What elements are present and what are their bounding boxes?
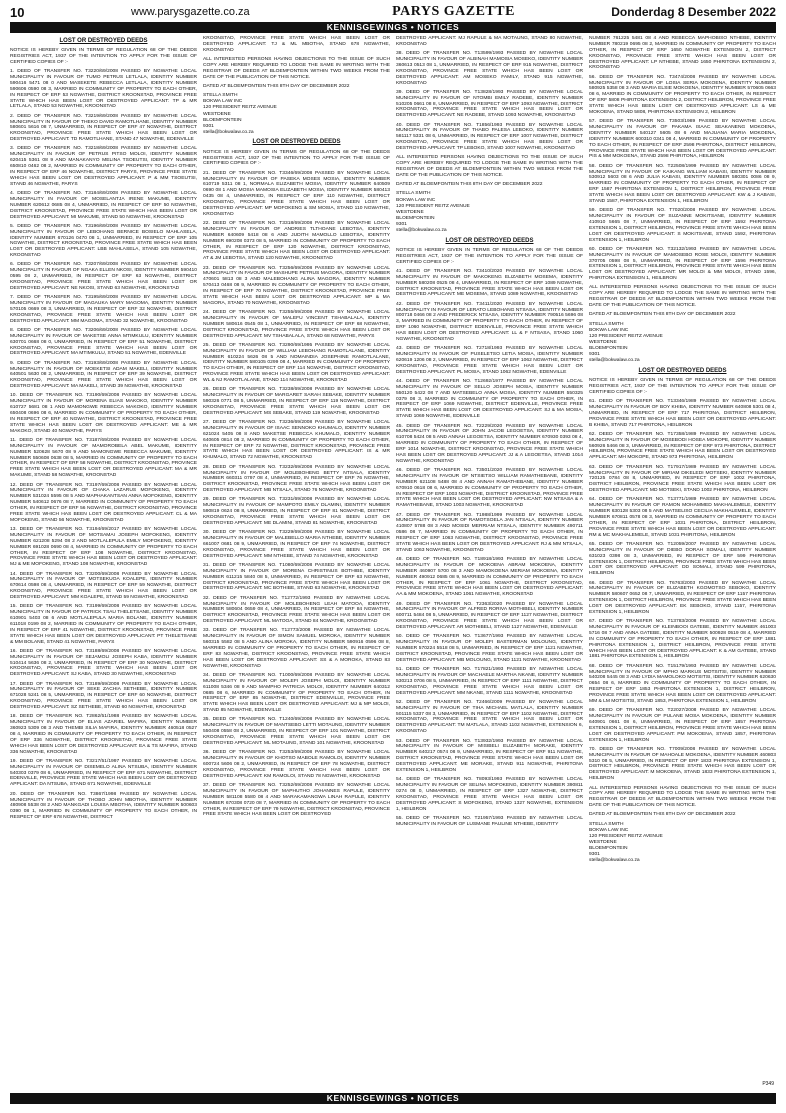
- notice-paragraph: DESTROYED APPLICANT: MJ RAPULE & MA MOTAUNG, STAND 80 NGWATHE, KROONSTAD: [396, 36, 583, 47]
- contact-address: [396, 191, 583, 234]
- notice-paragraph: 62. DEED OF TRANSFER NO. T17358/1989 PASSED BY NGWATHE LOCAL MUNICIPALITY IN FAVOUR OF MOSEBODI HOSEA MOKOPE, IDENTITY NUMBER 560926 5466 08 3, UNMARRIED, IN RESPECT OF ERF 973 PHIRITONA, DISTRICT HEILBRON, PROVINCE FREE STATE WHICH HAS BEEN LOST OR DESTROYED APPLICANT: MH MOKOPE, STAND 973 PHIRITONA, HEILBRON: [589, 431, 776, 461]
- paper-name: PARYS GAZETTE: [392, 4, 515, 19]
- notice-paragraph: 5. DEED OF TRANSFER NO. T3196/69/2008 PASSED BY NGWATHE LOCAL MUNICIPALITY IN FAVOUR OF LEBOHANG BERNICE BOSIELO MAHLASELA, IDENTITY NUMBER 670126 0470 08 1, UNMARRIED, IN RESPECT OF ERF 105 NGWATHE, DISTRICT KROONSTAD, PROVINCE FREE STATE WHICH HAS BEEN LOST OR DESTROYED APPLICANT: LBB MAHLASELA, STAND 105 NGWATHE, KROONSTAD: [10, 223, 197, 259]
- notice-paragraph: 12. DEED OF TRANSFER NO. T3197/69/2008 PASSED BY NGWATHE LOCAL MUNICIPALITY IN FAVOUR OF CHAKA LAZARUS MOFOKENG, IDENTITY NUMBER 531024 5595 08 5 AND MAPHAKANTSAN ANNA MOFOKENG, IDENTITY NUMBER 540612 0676 08 7, MARRIED IN COMMUNITY OF PROPERTY TO EACH OTHER, IN RESPECT OF ERF 56 NGWATHE, DISTRICT KROONSTAD, PROVINCE FREE STATE WHICH HAS BEEN LOST OR DESTROYED APPLICANT: CL & MA MOFOKENG, STAND 56 NGWATHE, KROONSTAD: [10, 482, 197, 523]
- notice-paragraph: 15. DEED OF TRANSFER NO. T3199/69/2008 PASSED BY NGWATHE LOCAL MUNICIPALITY IN FAVOUR OF PATRICK TSAU THELETSANE, IDENTITY NUMBER 610901 5403 08 6 AND MOTLALEPULA MARIA BOLANE, IDENTITY NUMBER 611018 0199 08 2, MARRIED IN COMMUNITY OF PROPERTY TO EACH OTHER, IN RESPECT OF ERF 41 NGWATHE, DISTRICT KROONSTAD, PROVINCE FREE STATE WHICH HAS BEEN LOST OR DESTROYED APPLICANT: PT THELETSANE & MM BOLANE, STAND 41 NGWATHE, PARYS: [10, 604, 197, 645]
- notice-paragraph: 39. DEED OF TRANSFER NO. T13828/1993 PASSED BY NGWATHE LOCAL MUNICIPALITY IN FAVOUR OF NTOMBI EMILY RADEBE, IDENTITY NUMBER 510205 0661 08 8, UNMARRIED, IN RESPECT OF ERF 1093 NGWATHE, DISTRICT KROONSTAD, PROVINCE FREE STATE WHICH HAS BEEN LOST OR DESTROYED APPLICANT: NE RADEBE, STAND 1093 NGWATHE, KROONSTAD: [396, 89, 583, 119]
- masthead: [10, 4, 776, 20]
- address-line: BOKWA LAW INC: [589, 827, 629, 833]
- notice-paragraph: 56. DEED OF TRANSFER NO. T3474/2008 PASSED BY NGWATHE LOCAL MUNICIPALITY IN FAVOUR OF LOSIA SERIA MOKOENA, IDENTITY NUMBER 580925 5358 08 3 AND MARIA ELSIE MOKOENA, IDENTITY NUMBER 570605 0663 08 6, MARRIED IN COMMUNITY OF PROPERTY TO EACH OTHER, IN RESPECT OF ERF 5808 PHIRITONA EXTENSION 2, DISTRICT HEILBRON, PROVINCE FREE STATE WHICH HAS BEEN LOST OR DESTROYED APPLICANT: LS & ME MOKOENA, STAND 5808, PHIRITONA EXTENSION 2, HEILBRON: [589, 74, 776, 115]
- notice-paragraph: 59. DEED OF TRANSFER NO. T7020/2008 PASSED BY NGWATHE LOCAL MUNICIPALITY IN FAVOUR OF SUZANNE MOKITSANE, IDENTITY NUMBER 410910 5665 08 7, UNMARRIED, IN RESPECT OF ERF 1592 PHIRITONA EXTENSION 1, DISTRICT HEILBRON, PROVINCE FREE STATE WHICH HAS BEEN LOST OR DESTROYED APPLICANT: S MOKITSANE, STAND 1592, PHIRITONA EXTENSION 1, HEILBRON: [589, 208, 776, 243]
- notice-paragraph: DATED AT BLOEMFONTEIN THIS 8TH DAY OF DECEMBER 2022: [589, 312, 736, 318]
- notice-paragraph: ALL INTERESTED PERSONS HAVING OBJECTIONS TO THE ISSUE OF SUCH COPY ARE HEREBY REQUIRED TO LODGE THE SAME IN WRITING WITH THE REGISTRAR OF DEEDS AT BLOEMFONTEIN WITHIN TWO WEEKS FROM THE DATE OF THE PUBLICATION OF THIS NOTICE.: [203, 57, 390, 80]
- notice-paragraph: 63. DEED OF TRANSFER NO. T17917/1989 PASSED BY NGWATHE LOCAL MUNICIPALITY IN FAVOUR OF MIRIAM DIKELEDI MOTSEKI, IDENTITY NUMBER 720125 0784 08 8, UNMARRIED, IN RESPECT OF ERF 1002 PHIRITONA, DISTRICT HEILBRON, PROVINCE FREE STATE WHICH HAS BEEN LOST OR DESTROYED APPLICANT: MD MOTSEKI, STAND 1002 PHIRITONA, HEILBRON: [589, 464, 776, 494]
- address-line: 120 PRESIDENT REITZ AVENUE: [589, 333, 663, 339]
- column-4: [589, 36, 776, 1090]
- notice-paragraph: 54. DEED OF TRANSFER NO. T8093/1993 PASSED BY NGWATHE LOCAL MUNICIPALITY IN FAVOUR OF SELINA MOFOKENG, IDENTITY NUMBER 390811 0274 08 0, UNMARRIED, IN RESPECT OF ERF 1327 NGWATHE, DISTRICT KROONSTAD, PROVINCE FREE STATE WHICH HAS BEEN LOST OR DESTROYED APPLICANT: S MOFOKENG, STAND 1327 NGWATHE, EXTENSION 1, HEILBRON: [396, 777, 583, 812]
- notice-paragraph: 40. DEED OF TRANSFER NO. T1856/1993 PASSED BY NGWATHE LOCAL MUNICIPALITY IN FAVOUR OF THABO PALESA LEBOKO, IDENTITY NUMBER 581117 5331 08 6, UNMARRIED, IN RESPECT OF ERF 1007 NGWATHE, DISTRICT KROONSTAD, PROVINCE FREE STATE WHICH HAS BEEN LOST OR DESTROYED APPLICANT: TP LEBOKO, STAND 1007 NGWATHE, KROONSTAD: [396, 122, 583, 152]
- notice-paragraph: 23. DEED OF TRANSFER NO. T3256/69/2008 PASSED BY NGWATHE LOCAL MUNICIPALITY IN FAVOUR OF MASHUPE PETRUS MAGORA, IDENTITY NUMBER 470601 5813 08 3 AND MALEBOHANG ALINA MAGORA, IDENTITY NUMBER 570413 0468 08 9, MARRIED IN COMMUNITY OF PROPERTY TO EACH OTHER, IN RESPECT OF ERF 70 NGWATHE, DISTRICT KROONSTAD, PROVINCE FREE STATE WHICH HAS BEEN LOST OR DESTROYED APPLICANT: MP & MA MAGORA, STAND 70 NGWATHE, KROONSTAD: [203, 265, 390, 306]
- address-line: 9301: [589, 852, 600, 858]
- address-line: BLOEMFONTEIN: [396, 215, 435, 221]
- notice-paragraph: 17. DEED OF TRANSFER NO. T3189/69/2008 PASSED BY NGWATHE LOCAL MUNICIPALITY IN FAVOUR OF SEKE ZACHIA SETHEBE, IDENTITY NUMBER 671028 5241 08 5, UNMARRIED, IN RESPECT OF ERF 60 NGWATHE, DISTRICT KROONSTAD, PROVINCE FREE STATE WHICH HAS BEEN LOST OR DESTROYED APPLICANT: SZ SETHEBE, STAND 60 NGWATHE, KROONSTAD: [10, 681, 197, 711]
- notice-paragraph: 28. DEED OF TRANSFER NO. T3232/69/2008 PASSED BY NGWATHE LOCAL MUNICIPALITY IN FAVOUR OF MOLEBOHENG BETTY NTSALA, IDENTITY NUMBER 660311 0797 08 4, UNMARRIED, IN RESPECT OF ERF 76 NGWATHE, DISTRICT KROONSTAD, PROVINCE FREE STATE WHICH HAS BEEN LOST OR DESTROYED APPLICANT: MB NTSALA, STAND 76 NGWATHE, KROONSTAD: [203, 464, 390, 494]
- notice-paragraph: 47. DEED OF TRANSFER NO. T1988/1999 PASSED BY NGWATHE LOCAL MUNICIPALITY IN FAVOUR OF RAMOTSOELA JAN NTSALA, IDENTITY NUMBER 410807 5788 08 3 AND MOSIDI MERRIAM NTSALA, IDENTITY NUMBER 490711 0586 08 7, MARRIED IN COMMUNITY OF PROPERTY TO EACH OTHER, IN RESPECT OF ERF 1063 NGWATHE, DISTRICT KROONSTAD, PROVINCE FREE STATE WHICH HAS BEEN LOST OR DESTROYED APPLICANT: RJ & MM NTSALA, STAND 1063 NGWATHE, KROONSTAD: [396, 512, 583, 553]
- notice-heading: LOST OR DESTROYED DEEDS: [59, 38, 148, 44]
- address-line: 9301: [203, 123, 214, 129]
- notice-paragraph: 29. DEED OF TRANSFER NO. T3231/69/2008 PASSED BY NGWATHE LOCAL MUNICIPALITY IN FAVOUR OF MAMPOTO EMILY DLAMINI, IDENTITY NUMBER 590819 0624 08 8, UNMARRIED, IN RESPECT OF ERF 81 NGWATHE, DISTRICT KROONSTAD, PROVINCE FREE STATE WHICH HAS BEEN LOST OR DESTROYED APPLICANT: ME DLAMINI, STAND 81 NGWATHE, KROONSTAD: [203, 497, 390, 526]
- notice-paragraph: 44. DEED OF TRANSFER NO. T12692/1977 PASSED BY NGWATHE LOCAL MUNICIPALITY IN FAVOUR OF SELLO JOSEPH MOSIA, IDENTITY NUMBER 550120 5422 08 7 AND MATSEBELO ANNA MOSIA, IDENTITY NUMBER 550325 0379 08 3, MARRIED IN COMMUNITY OF PROPERTY TO EACH OTHER, IN RESPECT OF ERF 1069 NGWATHE, DISTRICT EDENVILLE, PROVINCE FREE STATE WHICH HAS BEEN LOST OR DESTROYED APPLICANT: SJ & MA MOSIA, STAND 1069 NGWATHE, EDENVILLE: [396, 378, 583, 420]
- notice-paragraph: KROONSTAD, PROVINCE FREE STATE WHICH HAS BEEN LOST OR DESTROYED APPLICANT: TJ & ML MBOTHA, STAND 678 NGWATHE, KROONSTAD: [203, 36, 390, 53]
- address-line: WESTDENE: [396, 209, 424, 215]
- notice-paragraph: 51. DEED OF TRANSFER NO. T17821/1993 PASSED BY NGWATHE LOCAL MUNICIPALITY IN FAVOUR OF MACHAELE MARTHA NKANE, IDENTITY NUMBER 530213 0706 08 5, UNMARRIED, IN RESPECT OF ERF 1111 NGWATHE, DISTRICT KROONSTAD, PROVINCE FREE STATE WHICH HAS BEEN LOST OR DESTROYED APPLICANT: MM NKANE, STAND 1111 NGWATHE, KROONSTAD: [396, 667, 583, 696]
- notice-paragraph: 24. DEED OF TRANSFER NO. T3255/69/2008 PASSED BY NGWATHE LOCAL MUNICIPALITY IN FAVOUR OF MALEFU VINCENT TSHABALALA, IDENTITY NUMBER 580616 0545 08 1, UNMARRIED, IN RESPECT OF ERF 68 NGWATHE, DISTRICT KROONSTAD, PROVINCE FREE STATE WHICH HAS BEEN LOST OR DESTROYED APPLICANT: MV TSHABALALA, STAND 68 NGWATHE, PARYS: [203, 310, 390, 339]
- notice-paragraph: 61. DEED OF TRANSFER NO. T13346/1989 PASSED BY NGWATHE LOCAL MUNICIPALITY IN FAVOUR OF BOY KHIBA, IDENTITY NUMBER 640808 5301 08 4, UNMARRIED, IN RESPECT OF ERF 717 PHIRITONA, DISTRICT HEILBRON, PROVINCE FREE STATE WHICH HAS BEEN LOST OR DESTROYED APPLICANT: B KHIBA, STAND 717 PHIRITONA, HEILBRON: [589, 399, 776, 428]
- notice-paragraph: 70. DEED OF TRANSFER NO. T7009/2008 PASSED BY NGWATHE LOCAL MUNICIPALITY IN FAVOUR OF MAHOALE MOKOENA, IDENTITY NUMBER 460803 5310 08 5, UNMARRIED, IN RESPECT OF ERF 1833 PHIRITONA EXTENSION 1, DISTRICT HEILBRON, PROVINCE FREE STATE WHICH HAS BEEN LOST OR DESTROYED APPLICANT: M MOKOENA, STAND 1833 PHIRITONA EXTENSION 1, HEILBRON: [589, 746, 776, 782]
- notice-heading: LOST OR DESTROYED DEEDS: [252, 139, 341, 146]
- notice-paragraph: NOTICE IS HEREBY GIVEN IN TERMS OF REGULATION 68 OF THE DEEDS REGISTRIES ACT, 1937 OF THE INTENTION TO APPLY FOR THE ISSUE OF CERTIFIED COPIES OF :-: [589, 378, 776, 395]
- notice-paragraph: 1. DEED OF TRANSFER NO. T3220/69/2008 PASSED BY NGWATHE LOCAL MUNICIPALITY IN FAVOUR OF TUMO PETRUS LETLALA, IDENTITY NUMBER 590416 5471 08 0 AND MASEKETE REBECCA LETLALA, IDENTITY NUMBER 590606 0590 08 3, MARRIED IN COMMUNITY OF PROPERTY TO EACH OTHER, IN RESPECT OF ERF 53 NGWATHE, DISTRICT KROONSTAD, PROVINCE FREE STATE WHICH HAS BEEN LOST OR DESTROYED APPLICANT: TP & MR LETLALA, STAND 53 NGWATHE, KROONSTAD: [10, 69, 197, 110]
- notice-columns: [10, 36, 776, 1090]
- notice-paragraph: 31. DEED OF TRANSFER NO. T1080/69/2008 PASSED BY NGWATHE LOCAL MUNICIPALITY IN FAVOUR OF MORENA CHRISTINUS BOTHIBE, IDENTITY NUMBER 611215 5840 08 5, UNMARRIED, IN RESPECT OF ERF 63 NGWATHE, DISTRICT KROONSTAD, PROVINCE FREE STATE WHICH HAS BEEN LOST OR DESTROYED APPLICANT: MC BOTHIBE, STAND 63 NGWATHE, KROONSTAD: [203, 562, 390, 592]
- address-line: WESTDENE: [203, 111, 231, 117]
- notice-paragraph: 34. DEED OF TRANSFER NO. T1000/69/2008 PASSED BY NGWATHE LOCAL MUNICIPALITY IN FAVOUR OF MOLEFI JOSEPH MOLOI, IDENTITY NUMBER 611008 5346 08 9 AND MAMPHO PATRICIA MOLOI, IDENTITY NUMBER 640312 0685 08 6, MARRIED IN COMMUNITY OF PROPERTY TO EACH OTHER, IN RESPECT OF ERF 85 NGWATHE, DISTRICT EDENVILLE, PROVINCE FREE STATE WHICH HAS BEEN LOST OR DESTROYED APPLICANT: MJ & MP MOLOI, STAND 85 NGWATHE, EDENVILLE: [203, 672, 390, 714]
- column-3: [396, 36, 583, 1090]
- address-line: 120 PRESIDENT REITZ AVENUE: [203, 105, 277, 111]
- address-line: BOKWA LAW INC: [589, 327, 629, 333]
- notice-paragraph: 6. DEED OF TRANSFER NO. T3207/69/2008 PASSED BY NGWATHE LOCAL MUNICIPALITY IN FAVOUR OF NGAKA ELLEN NKOSI, IDENTITY NUMBER 590410 0595 08 2, UNMARRIED, IN RESPECT OF ERF 63 NGWATHE, DISTRICT KROONSTAD, PROVINCE FREE STATE WHICH HAS BEEN LOST OR DESTROYED APPLICANT: NE NKOSI, STAND 63 NGWATHE, KROONSTAD: [10, 262, 197, 291]
- notice-paragraph: 26. DEED OF TRANSFER NO. T3238/69/2008 PASSED BY NGWATHE LOCAL MUNICIPALITY IN FAVOUR OF MARGARET SARAH SEBAKE, IDENTITY NUMBER 590326 0771 08 5, UNMARRIED, IN RESPECT OF ERF 119 NGWATHE, DISTRICT KROONSTAD, PROVINCE FREE STATE WHICH HAS BEEN LOST OR DESTROYED APPLICANT: MS SEBAKE, STAND 119 NGWATHE, KROONSTAD: [203, 387, 390, 416]
- notice-paragraph: 53. DEED OF TRANSFER NO. T13932/1993 PASSED BY NGWATHE LOCAL MUNICIPALITY IN FAVOUR OF MISIBELI ELIZABETH MORAKE, IDENTITY NUMBER 640217 0574 08 9, UNMARRIED, IN RESPECT OF ERF 911 NGWATHE, DISTRICT KROONSTAD, PROVINCE FREE STATE WHICH HAS BEEN LOST OR DESTROYED APPLICANT: ME MORAKE, STAND 911 NGWATHE, PHIRITONA EXTENSION 1, HEILBRON: [396, 738, 583, 773]
- address-line: WESTDENE: [589, 340, 617, 345]
- notice-paragraph: NOTICE IS HEREBY GIVEN IN TERMS OF REGULATION 68 OF THE DEEDS REGISTRIES ACT, 1937 OF THE INTENTION TO APPLY FOR THE ISSUE OF CERTIFIED COPIES OF :-: [203, 149, 390, 167]
- notice-paragraph: 36. DEED OF TRANSFER NO. T3253/69/2008 PASSED BY NGWATHE LOCAL MUNICIPALITY IN FAVOUR OF KHOTSO MABOLE RAMOLOI, IDENTITY NUMBER 600724 5606 08 2, UNMARRIED, IN RESPECT OF ERF 78 NGWATHE, DISTRICT KROONSTAD, PROVINCE FREE STATE WHICH HAS BEEN LOST OR DESTROYED APPLICANT: KM RAMOLOI, STAND 78 NGWATHE, KROONSTAD: [203, 750, 390, 779]
- notice-paragraph: 46. DEED OF TRANSFER NO. T3501/2020 PASSED BY NGWATHE LOCAL MUNICIPALITY IN FAVOUR OF NTSIETSO WILLIAM RAMATHEBANE, IDENTITY NUMBER 621108 5488 08 4 AND ANNAH RAMATHEBANE, IDENTITY NUMBER 670910 0618 08 6, MARRIED IN COMMUNITY OF PROPERTY TO EACH OTHER, IN RESPECT OF ERF 1003 NGWATHE, DISTRICT KROONSTAD, PROVINCE FREE STATE WHICH HAS BEEN LOST OR DESTROYED APPLICANT: NW NTSASA & A RAMATHEBANE, STAND 1003 NGWATHE, KROONSTAD: [396, 468, 583, 509]
- notice-paragraph: 66. DEED OF TRANSFER NO. T6763/2003 PASSED BY NGWATHE LOCAL MUNICIPALITY IN FAVOUR OF ELIZABETH KGOMOTSO SEBOKO, IDENTITY NUMBER 580607 0652 08 7, UNMARRIED, IN RESPECT OF ERF 1157 PHIRITONA EXTENSION 1, DISTRICT HEILBRON, PROVINCE FREE STATE WHICH HAS BEEN LOST OR DESTROYED APPLICANT: EK SEBOKO, STAND 1157, PHIRITONA EXTENSION 1, HEILBRON: [589, 580, 776, 615]
- notice-paragraph: 43. DEED OF TRANSFER NO. T2718/1993 PASSED BY NGWATHE LOCAL MUNICIPALITY IN FAVOUR OF PUSELETSO LETIA MOSIA, IDENTITY NUMBER 620619 1206 08 2, UNMARRIED, IN RESPECT OF ERF 1062 NGWATHE, DISTRICT KROONSTAD, PROVINCE FREE STATE WHICH HAS BEEN LOST OR DESTROYED APPLICANT: PL MOSIA, STAND 1062 NGWATHE, EDENVILLE: [396, 346, 583, 375]
- contact-email[interactable]: stella@bokwalaw.co.za: [203, 129, 254, 135]
- notice-paragraph: 64. DEED OF TRANSFER NO. T13771/1989 PASSED BY NGWATHE LOCAL MUNICIPALITY IN FAVOUR OF RAMON MOHAMMED MAKHALEMELE, IDENTITY NUMBER 630128 5303 08 5 AND MATSELISO CECILIA MAKHALEMELE, IDENTITY NUMBER 670811 0578 08 3, MARRIED IN COMMUNITY OF PROPERTY TO EACH OTHER, IN RESPECT OF ERF 1031 PHIRITONA, DISTRICT HEILBRON, PROVINCE FREE STATE WHICH HAS BEEN LOST OR DESTROYED APPLICANT: RM & MC MAKHALEMELE, STAND 1031 PHIRITONA, HEILBRON: [589, 497, 776, 538]
- notice-paragraph: 58. DEED OF TRANSFER NO. T22508/1999 PASSED BY NGWATHE LOCAL MUNICIPALITY IN FAVOUR OF KAIKANG WILLIAM KABASI, IDENTITY NUMBER 530912 5603 08 6 AND JULIA KABASI, IDENTITY NUMBER 580301 0086 08 9, MARRIED IN COMMUNITY OF PROPERTY TO EACH OTHER, IN RESPECT OF ERF 1587 PHIRITONA EXTENSION 1, DISTRICT HEILBRON, PROVINCE FREE STATE WHICH HAS BEEN LOST OR DESTROYED APPLICANT: KW & J KABASI, STAND 1587, PHIRITONA EXTENSION 1, HEILBRON: [589, 163, 776, 204]
- contact-email[interactable]: stella@bokwalaw.co.za: [396, 228, 447, 234]
- notice-paragraph: ALL INTERESTED PERSONS HAVING OBJECTIONS TO THE ISSUE OF SUCH COPY ARE HEREBY REQUIRED TO LODGE THE SAME IN WRITING WITH THE REGISTRAR OF DEEDS AT BLOEMFONTEIN WITHIN TWO WEEKS FROM THE DATE OF THE PUBLICATION OF THIS NOTICE.: [589, 785, 776, 809]
- notice-paragraph: 48. DEED OF TRANSFER NO. T18918/1993 PASSED BY NGWATHE LOCAL MUNICIPALITY IN FAVOUR OF MOKOENA ABRAM MOKOENA, IDENTITY NUMBER 460907 5700 08 3 AND MAMOKOENA MERIAM MOKOENA, IDENTITY NUMBER 490912 0685 08 9, MARRIED IN COMMUNITY OF PROPERTY TO EACH OTHER, IN RESPECT OF ERF 1061 NGWATHE, DISTRICT KROONSTAD, PROVINCE FREE STATE WHICH HAS BEEN LOST OR DESTROYED APPLICANT: AA & MM MOKOENA, STAND 1061 NGWATHE, KROONSTAD: [396, 557, 583, 598]
- notice-paragraph: 30. DEED OF TRANSFER NO. T3229/69/2008 PASSED BY NGWATHE LOCAL MUNICIPALITY IN FAVOUR OF MALEBELLO MARIA NTHEBE, IDENTITY NUMBER 661007 0681 08 9, UNMARRIED, IN RESPECT OF ERF 74 NGWATHE, DISTRICT KROONSTAD, PROVINCE FREE STATE WHICH HAS BEEN LOST OR DESTROYED APPLICANT: MM NTHEBE, STAND 74 NGWATHE, KROONSTAD: [203, 530, 390, 559]
- notice-heading: LOST OR DESTROYED DEEDS: [445, 237, 534, 244]
- notice-paragraph: 16. DEED OF TRANSFER NO. T3188/69/2008 PASSED BY NGWATHE LOCAL MUNICIPALITY IN FAVOUR OF SEJAMOLI JOSEPH KABA, IDENTITY NUMBER 510414 5636 08 2, UNMARRIED, IN RESPECT OF ERF 30 NGWATHE, DISTRICT KROONSTAD, PROVINCE FREE STATE WHICH HAS BEEN LOST OR DESTROYED APPLICANT: SJ KABA, STAND 30 NGWATHE, KROONSTAD: [10, 648, 197, 678]
- notice-paragraph: 25. DEED OF TRANSFER NO. T3290/69/1995 PASSED BY NGWATHE LOCAL MUNICIPALITY IN FAVOUR OF WILLIAM LEBOHANG RAMOTLALANE, IDENTITY NUMBER 610224 5626 08 5 AND NOMAINDIA JOSEPHINE RAMOTLALANE, IDENTITY NUMBER 580105 0299 08 4, MARRIED IN COMMUNITY OF PROPERTY TO EACH OTHER, IN RESPECT OF ERF 114 NGWATHE, DISTRICT KROONSTAD, PROVINCE FREE STATE WHICH HAS BEEN LOST OR DESTROYED APPLICANT: WL & NJ RAMOTLALANE, STAND 114 NGWATHE, KROONSTAD: [203, 342, 390, 384]
- notice-paragraph: 35. DEED OF TRANSFER NO. T1240/69/2008 PASSED BY NGWATHE LOCAL MUNICIPALITY IN FAVOUR OF MANTSEBO LETTI MOTAUNG, IDENTITY NUMBER 550408 0558 08 2, UNMARRIED, IN RESPECT OF ERF 101 NGWATHE, DISTRICT KROONSTAD, PROVINCE FREE STATE WHICH HAS BEEN LOST OR DESTROYED APPLICANT: ML MOTAUNG, STAND 101 NGWATHE, KROONSTAD: [203, 717, 390, 746]
- notice-paragraph: 50. DEED OF TRANSFER NO. T13677/1993 PASSED BY NGWATHE LOCAL MUNICIPALITY IN FAVOUR OF MOLEFI BASTERMAN MOLOUNG, IDENTITY NUMBER 570224 5518 08 5, UNMARRIED, IN RESPECT OF ERF 1121 NGWATHE, DISTRICT KROONSTAD, PROVINCE FREE STATE WHICH HAS BEEN LOST OR DESTROYED APPLICANT: MB MOLOUNG, STAND 1121 NGWATHE, KROONSTAD: [396, 634, 583, 663]
- notice-heading: LOST OR DESTROYED DEEDS: [638, 367, 727, 374]
- notice-paragraph: NOTICE IS HEREBY GIVEN IN TERMS OF REGULATION 68 OF THE DEEDS REGISTRIES ACT, 1937 OF THE INTENTION TO APPLY FOR THE ISSUE OF CERTIFIED COPIES OF :-: [10, 48, 197, 65]
- notice-paragraph: DATED AT BLOEMFONTEIN THIS 8TH DAY OF DECEMBER 2022: [396, 182, 543, 188]
- notice-paragraph: 19. DEED OF TRANSFER NO. T3217/51/1997 PASSED BY NGWATHE LOCAL MUNICIPALITY IN FAVOUR OF DISEMELO ALINA NTSUBA, IDENTITY NUMBER 540303 0379 08 6, UNMARRIED, IN RESPECT OF ERF 671 NGWATHE, DISTRICT EDENVILLE, PROVINCE FREE STATE WHICH HAS BEEN LOST OR DESTROYED APPLICANT: DA NTSUBA, STAND 671 NGWATHE, EDENVILLE: [10, 758, 197, 788]
- notice-paragraph: 20. DEED OF TRANSFER NO. T3867/1998 PASSED BY NGWATHE LOCAL MUNICIPALITY IN FAVOUR OF THOBO JOHN MBOTHA, IDENTITY NUMBER 480908 5538 08 2 AND MANKGADI LOUISA MBOTHA, IDENTITY NUMBER 500603 0390 08 1, MARRIED IN COMMUNITY OF PROPERTY TO EACH OTHER, IN RESPECT OF ERF 678 NGWATHE, DISTRICT: [10, 791, 197, 821]
- column-1: [10, 36, 197, 1090]
- page-code: P349: [762, 1081, 774, 1087]
- address-line: BLOEMFONTEIN: [589, 846, 628, 852]
- notice-paragraph: 8. DEED OF TRANSFER NO. T3206/69/2008 PASSED BY NGWATHE LOCAL MUNICIPALITY IN FAVOUR OF MAKETSE ANNA MTIMKULU, IDENTITY NUMBER 630701 0668 08 0, UNMARRIED, IN RESPECT OF ERF 51 NGWATHE, DISTRICT KROONSTAD, PROVINCE FREE STATE WHICH HAS BEEN LOST OR DESTROYED APPLICANT: MA MTIMKULU, STAND 51 NGWATHE, EDENVILLE: [10, 327, 197, 357]
- notice-paragraph: 65. DEED OF TRANSFER NO. T12059/2007 PASSED BY NGWATHE LOCAL MUNICIPALITY IN FAVOUR OF DIEBO DORAH SOMALI, IDENTITY NUMBER 631023 0398 08 3, UNMARRIED, IN RESPECT OF ERF 599 PHIRITONA EXTENSION 1, DISTRICT HEILBRON, PROVINCE FREE STATE WHICH HAS BEEN LOST OR DESTROYED APPLICANT: DD SOMALI, STAND 599 PHIRITONA, HEILBRON: [589, 541, 776, 577]
- notice-paragraph: 10. DEED OF TRANSFER NO. T3190/69/2008 PASSED BY NGWATHE LOCAL MUNICIPALITY IN FAVOUR OF MORENA ELIAS MAKOKO, IDENTITY NUMBER 610727 5681 08 1 AND MAMONGWE REBECCA MAKOKO, IDENTITY NUMBER 650408 0696 08 6, MARRIED IN COMMUNITY OF PROPERTY TO EACH OTHER, IN RESPECT OF ERF 40 NGWATHE, DISTRICT KROONSTAD, PROVINCE FREE STATE WHICH HAS BEEN LOST OR DESTROYED APPLICANT: ME & MR MAKOKO, STAND 40 NGWATHE, PARYS: [10, 393, 197, 434]
- address-line: 9301: [396, 222, 407, 228]
- notice-paragraph: 57. DEED OF TRANSFER NO. T3503/1989 PASSED BY NGWATHE LOCAL MUNICIPALITY IN FAVOUR OF PAKAMA ISAAC SEAKANENG MOKOENA, IDENTITY NUMBER 540127 5605 08 6 AND MAJUANA MARIA MOKOENA, IDENTITY NUMBER 600310 0341 08 4, MARRIED IN COMMUNITY OF PROPERTY TO EACH OTHER, IN RESPECT OF ERF 2598 PHIRITONA, DISTRICT HEILBRON, PROVINCE FREE STATE WHICH HAS BEEN LOST OR DESTROYED APPLICANT: PIS & MM MOKOENA, STAND 2598 PHIRITONA, HEILBRON: [589, 119, 776, 160]
- address-line: 9301: [589, 352, 600, 358]
- notice-paragraph: ALL INTERESTED PERSONS HAVING OBJECTIONS TO THE ISSUE OF SUCH COPY ARE HEREBY REQUIRED TO LODGE THE SAME IN WRITING WITH THE REGISTRAR OF DEEDS AT BLOEMFONTEIN WITHIN TWO WEEKS FROM THE DATE OF THE PUBLICATION OF THIS NOTICE.: [396, 155, 583, 178]
- notice-paragraph: 49. DEED OF TRANSFER NO. T2363/2020 PASSED BY NGWATHE LOCAL MUNICIPALITY IN FAVOUR OF ALFRED RORIVA MOTHIBELI, IDENTITY NUMBER 600711 5484 08 5, UNMARRIED, IN RESPECT OF ERF 1127 NGWATHE, DISTRICT KROONSTAD, PROVINCE FREE STATE WHICH HAS BEEN LOST OR DESTROYED APPLICANT: AR MOTHIBELI, STAND 1127 NGWATHE, EDENVILLE: [396, 601, 583, 631]
- address-line: STELLA SMITH: [589, 321, 624, 327]
- notice-paragraph: DATED AT BLOEMFONTEIN THIS 8TH DAY OF DECEMBER 2022: [589, 812, 736, 818]
- notice-paragraph: 7. DEED OF TRANSFER NO. T3195/69/2008 PASSED BY NGWATHE LOCAL MUNICIPALITY IN FAVOUR OF MAGAUKA MARY MAGOMA, IDENTITY NUMBER 570105 0669 08 3, UNMARRIED, IN RESPECT OF ERF 32 NGWATHE, DISTRICT KROONSTAD, PROVINCE FREE STATE WHICH HAS BEEN LOST OR DESTROYED APPLICANT: MM MAGOMA, STAND 32 NGWATHE, KROONSTAD: [10, 295, 197, 324]
- address-line: BLOEMFONTEIN: [203, 117, 242, 123]
- notice-paragraph: DATED AT BLOEMFONTEIN THIS 8TH DAY OF DECEMBER 2022: [203, 83, 350, 89]
- notice-paragraph: 52. DEED OF TRANSFER NO. T2466/2009 PASSED BY NGWATHE LOCAL MUNICIPALITY IN FAVOUR OF TIHA MICHAEL MATLALA, IDENTITY NUMBER 501115 5337 08 3, UNMARRIED, IN RESPECT OF ERF 1102 NGWATHE, DISTRICT KROONSTAD, PROVINCE FREE STATE WHICH HAS BEEN LOST OR DESTROYED APPLICANT: TM MATLALA, STAND 1102 NGWATHE, EXTENSION 6, KROONSTAD: [396, 699, 583, 735]
- notice-paragraph: 42. DEED OF TRANSFER NO. T3411/2020 PASSED BY NGWATHE LOCAL MUNICIPALITY IN FAVOUR OF LERATO LEBOHANG NTSASA, IDENTITY NUMBER 800718 0466 08 2 AND FREDERICK NTSASA, IDENTITY NUMBER 790516 5696 08 3, MARRIED IN COMMUNITY OF PROPERTY TO EACH OTHER, IN RESPECT OF ERF 1060 NGWATHE, DISTRICT EDENVILLE, PROVINCE FREE STATE WHICH HAS BEEN LOST OR DESTROYED APPLICANT: LL & F NTSASA, STAND 1060 NGWATHE, KROONSTAD: [396, 301, 583, 342]
- notice-paragraph: 22. DEED OF TRANSFER NO. T3318/69/2008 PASSED BY NGWATHE LOCAL MUNICIPALITY IN FAVOUR OF ANDRIES TLTHOANE LEBOTSA, IDENTITY NUMBER 640609 5418 08 6 AND JUDITH MAMOLLO LEBOTSA, IDENTITY NUMBER 690208 0373 08 5, MARRIED IN COMMUNITY OF PROPERTY TO EACH OTHER, IN RESPECT OF ERF 120 NGWATHE, DISTRICT KROONSTAD, PROVINCE FREE STATE WHICH HAS BEEN LOST OR DESTROYED APPLICANT: AT & JM LEBOTSA, STAND 120 NGWATHE, KROONSTAD: [203, 221, 390, 262]
- address-line: STELLA SMITH: [589, 821, 624, 827]
- section-banner-bottom: KENNISGEWINGS • NOTICES: [10, 1093, 776, 1104]
- notice-paragraph: NOTICE IS HEREBY GIVEN IN TERMS OF REGULATION 68 OF THE DEEDS REGISTRIES ACT, 1937 OF THE INTENTION TO APPLY FOR THE ISSUE OF CERTIFIED COPIES OF :-: [396, 247, 583, 265]
- page-number: 10: [10, 4, 25, 20]
- notice-paragraph: 68. DEED OF TRANSFER NO. T15179/1993 PASSED BY NGWATHE LOCAL MUNICIPALITY IN FAVOUR OF MPHO MARKUS MOTSITSI, IDENTITY NUMBER 540208 5445 08 3 AND LYDIA MAMOLOKO MOTSITSI, IDENTITY NUMBER 620630 0654 08 6, MARRIED IN COMMUNITY OF PROPERTY TO EACH OTHER, IN RESPECT OF ERF 1853 PHIRITONA EXTENSION 1, DISTRICT HEILBRON, PROVINCE FREE STATE WHICH HAS BEEN LOST OR DESTROYED APPLICANT: MM & LM MOTSITSI, STAND 1853, PHIRITONA EXTENSION 1, HEILBRON: [589, 663, 776, 704]
- notice-paragraph: 38. DEED OF TRANSFER NO. T13599/1993 PASSED BY NGWATHE LOCAL MUNICIPALITY IN FAVOUR OF ALBINAH MAMOSIA MOSEKO, IDENTITY NUMBER 360613 0513 08 1, UNMARRIED, IN RESPECT OF ERF 915 NGWATHE, DISTRICT KROONSTAD, PROVINCE FREE STATE WHICH HAS BEEN LOST OR DESTROYED APPLICANT: AM MOSEKO FAMILY, STAND 915 NGWATHE, KROONSTAD: [396, 51, 583, 86]
- contact-address: [589, 322, 776, 365]
- notice-paragraph: 67. DEED OF TRANSFER NO. T13783/2008 PASSED BY NGWATHE LOCAL MUNICIPALITY IN FAVOUR OF KLEINBOOI GATEBE, IDENTITY NUMBER 461003 5716 08 7 AND ANNA GATEBE, IDENTITY NUMBER 500928 0519 08 4, MARRIED IN COMMUNITY OF PROPERTY TO EACH OTHER, IN RESPECT OF ERF 1881 PHIRITONA EXTENSION 1, DISTRICT HEILBRON, PROVINCE FREE STATE WHICH HAS BEEN LOST OR DESTROYED APPLICANT: K & AM GATEBE, STAND 1881 PHIRITONA EXTENSION 1, HEILBRON: [589, 619, 776, 660]
- notice-paragraph: 69. DEED OF TRANSFER NO. T22027/2008 PASSED BY NGWATHE LOCAL MUNICIPALITY IN FAVOUR OF PULANE MOSA MOKOENA, IDENTITY NUMBER 640901 0661 08 6, UNMARRIED, IN RESPECT OF ERF 1857 PHIRITONA EXTENSION 1, DISTRICT HEILBRON, PROVINCE FREE STATE WHICH HAS BEEN LOST OR DESTROYED APPLICANT: PM MOKOENA, STAND 1857, PHIRITONA EXTENSION 1, HEILBRON: [589, 708, 776, 743]
- website-link[interactable]: www.parysgazette.co.za: [131, 6, 250, 18]
- notice-paragraph: 45. DEED OF TRANSFER NO. T2229/2020 PASSED BY NGWATHE LOCAL MUNICIPALITY IN FAVOUR OF JOHN JACOB LEGOETSA, IDENTITY NUMBER 610708 5424 08 5 AND ANNAH LEGOETSA, IDENTITY NUMBER 670930 0393 08 4, MARRIED IN COMMUNITY OF PROPERTY TO EACH OTHER, IN RESPECT OF ERF 1014 NGWATHE, DISTRICT KROONSTAD, PROVINCE FREE STATE WHICH HAS BEEN LOST OR DESTROYED APPLICANT: JJ & A LEGOETSA, STAND 1014 NGWATHE, KROONSTAD: [396, 423, 583, 464]
- notice-paragraph: 14. DEED OF TRANSFER NO. T3200/69/2008 PASSED BY NGWATHE LOCAL MUNICIPALITY IN FAVOUR OF MOTSEKUOA KOALEPE, IDENTITY NUMBER 670614 0598 08 4, UNMARRIED, IN RESPECT OF ERF 59 NGWATHE, DISTRICT KROONSTAD, PROVINCE FREE STATE WHICH HAS BEEN LOST OR DESTROYED APPLICANT: MM KOALEPE, STAND 59 NGWATHE, KROONSTAD: [10, 571, 197, 601]
- notice-paragraph: 13. DEED OF TRANSFER NO. T3194/69/2017 PASSED BY NGWATHE LOCAL MUNICIPALITY IN FAVOUR OF MOTSAMAI JOSEPH MOFOKENG, IDENTITY NUMBER 621208 5294 08 2 AND MOTLALEPULA EMILY MOFOKENG, IDENTITY NUMBER 691028 0690 08 4, MARRIED IN COMMUNITY OF PROPERTY TO EACH OTHER, IN RESPECT OF ERF 108 NGWATHE, DISTRICT KROONSTAD, PROVINCE FREE STATE WHICH HAS BEEN LOST OR DESTROYED APPLICANT: MJ & ME MOFOKENG, STAND 108 NGWATHE, KROONSTAD: [10, 527, 197, 568]
- issue-date: Donderdag 8 Desember 2022: [611, 5, 776, 19]
- notice-paragraph: 2. DEED OF TRANSFER NO. T3219/69/2008 PASSED BY NGWATHE LOCAL MUNICIPALITY IN FAVOUR OF THEKO DAVID RAMOTLHANE, IDENTITY NUMBER 580601 5616 08 7, UNMARRIED, IN RESPECT OF ERF 47 NGWATHE, DISTRICT KROONSTAD, PROVINCE FREE STATE WHICH HAS BEEN LOST OR DESTROYED APPLICANT: TD RAMOTLHANE, STAND 47 NGWATHE, EDENVILLE: [10, 113, 197, 143]
- address-line: BLOEMFONTEIN: [589, 346, 628, 352]
- address-line: BOKWA LAW INC: [396, 197, 436, 203]
- address-line: STELLA SMITH: [396, 191, 431, 197]
- notice-paragraph: 3. DEED OF TRANSFER NO. T3218/69/2008 PASSED BY NGWATHE LOCAL MUNICIPALITY IN FAVOUR OF PETRUS PITSO MOLOI, IDENTITY NUMBER 620415 5361 08 9 AND MANAKANYO MELINA TSOEUTSI, IDENTITY NUMBER 650810 0462 08 2, MARRIED IN COMMUNITY OF PROPERTY TO EACH OTHER, IN RESPECT OF ERF 46 NGWATHE, DISTRICT PARYS, PROVINCE FREE STATE WHICH HAS BEEN LOST OR DESTROYED APPLICANT: P & MM TSOEUTSI, STAND 46 NGWATHE, PARYS: [10, 146, 197, 187]
- column-2: [203, 36, 390, 1090]
- address-line: 120 PRESIDENT REITZ AVENUE: [589, 833, 663, 839]
- notice-paragraph: NUMBER 761225 5481 08 4 AND REBECCA MAPHOBISO NTHEBE, IDENTITY NUMBER 780219 0695 08 2, MARRIED IN COMMUNITY OF PROPERTY TO EACH OTHER, IN RESPECT OF ERF 1650 NGWATHE EXTENSION 2, DISTRICT KROONSTAD, PROVINCE FREE STATE WHICH HAS BEEN LOST OR DESTROYED APPLICANT: LP NTHEBE, STAND 1650 PHIRITONA EXTENSION 2, KROONSTAD: [589, 36, 776, 71]
- notice-paragraph: 33. DEED OF TRANSFER NO. T12773/2008 PASSED BY NGWATHE LOCAL MUNICIPALITY IN FAVOUR OF SIMON SAMUEL MOROKA, IDENTITY NUMBER 560315 5582 08 5 AND ALINA MOROKA, IDENTITY NUMBER 590916 0596 08 8, MARRIED IN COMMUNITY OF PROPERTY TO EACH OTHER, IN RESPECT OF ERF 83 NGWATHE, DISTRICT KROONSTAD, PROVINCE FREE STATE WHICH HAS BEEN LOST OR DESTROYED APPLICANT: SS & A MOROKA, STAND 83 NGWATHE, KROONSTAD: [203, 628, 390, 669]
- address-line: WESTDENE: [589, 840, 617, 846]
- notice-paragraph: 60. DEED OF TRANSFER NO. T32132/1993 PASSED BY NGWATHE LOCAL MUNICIPALITY IN FAVOUR OF MAMOSEBO ROSE MOLOI, IDENTITY NUMBER 370705 0598 08 5, UNMARRIED, IN RESPECT OF ERF 1596 PHIRITONA EXTENSION 1, DISTRICT HEILBRON, PROVINCE FREE STATE WHICH HAS BEEN LOST OR DESTROYED APPLICANT: MR MOLOI & MM MOLOI, STAND 1596, PHIRITONA EXTENSION 1, HEILBRON: [589, 246, 776, 282]
- section-banner-top: KENNISGEWINGS • NOTICES: [10, 22, 776, 33]
- notice-paragraph: 55. DEED OF TRANSFER NO. T21957/1993 PASSED BY NGWATHE LOCAL MUNICIPALITY IN FAVOUR OF LUSMANE PAULINE NTHEBE, IDENTITY: [396, 815, 583, 827]
- address-line: BOKWA LAW INC: [203, 99, 243, 105]
- notice-paragraph: 18. DEED OF TRANSFER NO. T2862/51/1988 PASSED BY NGWATHE LOCAL MUNICIPALITY IN FAVOUR OF ELIAS AZARIEL MAFIRA, IDENTITY NUMBER 360923 5309 08 3 AND THEMBI SILIA MAFIRA, IDENTITY NUMBER 460518 0527 08 4, MARRIED IN COMMUNITY OF PROPERTY TO EACH OTHER, IN RESPECT OF ERF 336 NGWATHE, DISTRICT KROONSTAD, PROVINCE FREE STATE WHICH HAS BEEN LOST OR DESTROYED APPLICANT: EA & TS MAFIRA, STAND 336 NGWATHE, KROONSTAD: [10, 714, 197, 755]
- contact-email[interactable]: stella@bokwalaw.co.za: [589, 358, 640, 364]
- contact-address: [589, 822, 776, 865]
- notice-paragraph: 9. DEED OF TRANSFER NO. T3193/69/2008 PASSED BY NGWATHE LOCAL MUNICIPALITY IN FAVOUR OF MOEKETSI ADAM MAKELI, IDENTITY NUMBER 640501 5630 08 2, UNMARRIED, IN RESPECT OF ERF 39 NGWATHE, DISTRICT KROONSTAD, PROVINCE FREE STATE WHICH HAS BEEN LOST OR DESTROYED APPLICANT: MA MAKELI, STAND 39 NGWATHE, KROONSTAD: [10, 360, 197, 390]
- notice-paragraph: 41. DEED OF TRANSFER NO. T3410/2020 PASSED BY NGWATHE LOCAL MUNICIPALITY IN FAVOUR OF MAKOKENG ELIZABETH MOSEMA, IDENTITY NUMBER 580208 0525 08 4, UNMARRIED, IN RESPECT OF ERF 1089 NGWATHE, DISTRICT KROONSTAD, PROVINCE FREE STATE WHICH HAS BEEN LOST OR DESTROYED APPLICANT: ME MOSEMA, STAND 1089 NGWATHE, KROONSTAD: [396, 268, 583, 298]
- contact-email[interactable]: stella@bokwalaw.co.za: [589, 858, 640, 864]
- notice-paragraph: 21. DEED OF TRANSFER NO. T3346/69/2008 PASSED BY NGWATHE LOCAL MUNICIPALITY IN FAVOUR OF PASEKA MOSES MOSIA, IDENTITY NUMBER 610719 5311 08 1, NORMALA ELIZABETH MOSIA, IDENTITY NUMBER 640509 0690 08 1 AND MOSIA MAMOSIA ELIZABETH MOSIA, IDENTITY NUMBER 580413 0435 08 4, UNMARRIED, IN RESPECT OF ERF 110 NGWATHE, DISTRICT KROONSTAD, PROVINCE FREE STATE WHICH HAS BEEN LOST OR DESTROYED APPLICANT: MP MOFOKENG & SM MOSIA, STAND 110 NGWATHE, KROONSTAD: [203, 170, 390, 217]
- notice-paragraph: ALL INTERESTED PERSONS HAVING OBJECTIONS TO THE ISSUE OF SUCH COPY ARE HEREBY REQUIRED TO LODGE THE SAME IN WRITING WITH THE REGISTRAR OF DEEDS AT BLOEMFONTEIN WITHIN TWO WEEKS FROM THE DATE OF THE PUBLICATION OF THIS NOTICE.: [589, 285, 776, 309]
- contact-address: [203, 93, 390, 136]
- notice-paragraph: 27. DEED OF TRANSFER NO. T3236/69/2008 PASSED BY NGWATHE LOCAL MUNICIPALITY IN FAVOUR OF ISAAC SENNOKO KHUMALO, IDENTITY NUMBER 621024 5405 08 8 AND MAKETSE REBECCA KHUMALO, IDENTITY NUMBER 640605 0814 08 2, MARRIED IN COMMUNITY OF PROPERTY TO EACH OTHER, IN RESPECT OF ERF 72 NGWATHE, DISTRICT KROONSTAD, PROVINCE FREE STATE WHICH HAS BEEN LOST OR DESTROYED APPLICANT: IS & MR KHUMALO, STAND 72 NGWATHE, KROONSTAD: [203, 420, 390, 461]
- notice-paragraph: 32. DEED OF TRANSFER NO. T12772/1993 PASSED BY NGWATHE LOCAL MUNICIPALITY IN FAVOUR OF MOLEBOHENG LEAH MATOOA, IDENTITY NUMBER 580604 0659 08 4, UNMARRIED, IN RESPECT OF ERF 84 NGWATHE, DISTRICT KROONSTAD, PROVINCE FREE STATE WHICH HAS BEEN LOST OR DESTROYED APPLICANT: ML MATOOA, STAND 84 NGWATHE, KROONSTAD: [203, 595, 390, 625]
- notice-paragraph: 4. DEED OF TRANSFER NO. T3184/69/2008 PASSED BY NGWATHE LOCAL MUNICIPALITY IN FAVOUR OF MOSELANTJA IRENE MAKUME, IDENTITY NUMBER 620612 0685 08 4, UNMARRIED, IN RESPECT OF ERF 50 NGWATHE, DISTRICT KROONSTAD, PROVINCE FREE STATE WHICH HAS BEEN LOST OR DESTROYED APPLICANT: MI MAKUME, STAND 50 NGWATHE, KROONSTAD: [10, 191, 197, 220]
- notice-paragraph: 11. DEED OF TRANSFER NO. T3187/69/2008 PASSED BY NGWATHE LOCAL MUNICIPALITY IN FAVOUR OF MAMOROBELA ABEL MAKUME, IDENTITY NUMBER 520628 5670 08 9 AND MAMONGWE REBECCA MAKUME, IDENTITY NUMBER 550608 0638 08 5, MARRIED IN COMMUNITY OF PROPERTY TO EACH OTHER, IN RESPECT OF ERF 58 NGWATHE, DISTRICT KROONSTAD, PROVINCE FREE STATE WHICH HAS BEEN LOST OR DESTROYED APPLICANT: MA & MR MAKUME, STAND 58 NGWATHE, KROONSTAD: [10, 437, 197, 479]
- address-line: 120 PRESIDENT REITZ AVENUE: [396, 203, 470, 209]
- address-line: STELLA SMITH: [203, 93, 238, 99]
- notice-paragraph: 37. DEED OF TRANSFER NO. T3252/69/2008 PASSED BY NGWATHE LOCAL MUNICIPALITY IN FAVOUR OF MAPHUTHO JOHANNES RAPULE, IDENTITY NUMBER 581108 5580 08 4 AND MARAKAMANGWA LINAH RAPULE, IDENTITY NUMBER 670308 0720 08 7, MARRIED IN COMMUNITY OF PROPERTY TO EACH OTHER, IN RESPECT OF ERF 79 NGWATHE, DISTRICT KROONSTAD, PROVINCE FREE STATE WHICH HAS BEEN LOST OR DESTROYED: [203, 783, 390, 818]
